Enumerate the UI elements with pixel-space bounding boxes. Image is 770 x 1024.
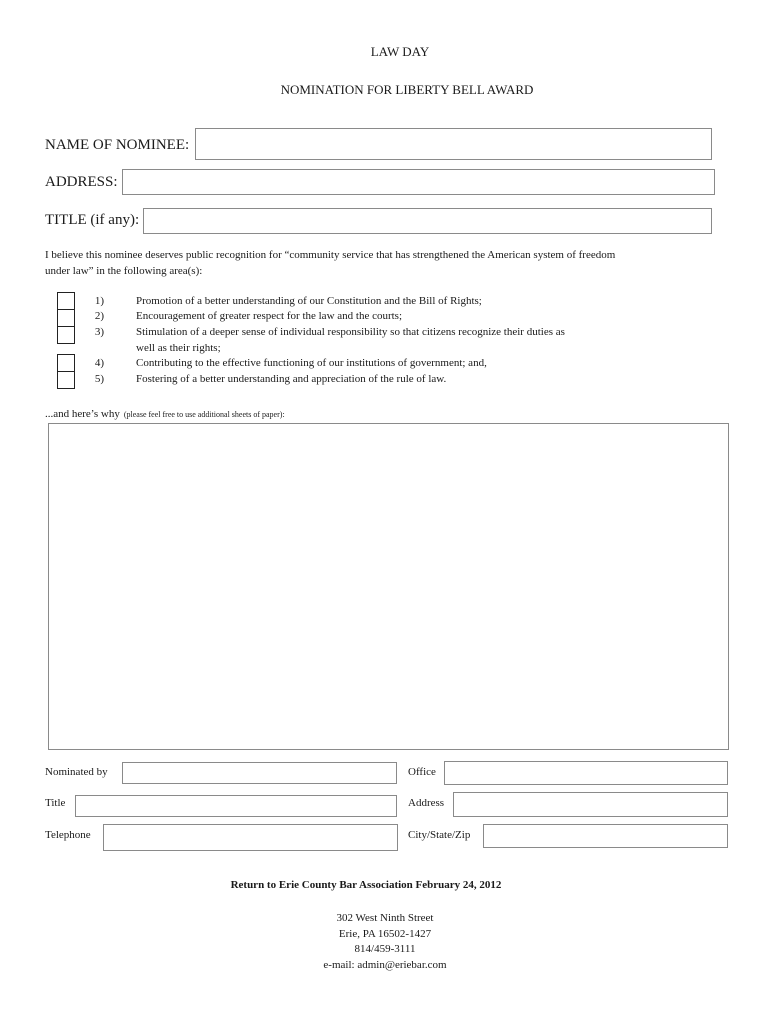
- nominee-address-input[interactable]: [123, 170, 714, 194]
- nominated-by-input[interactable]: [123, 763, 396, 783]
- nominee-address-field[interactable]: [122, 169, 715, 195]
- why-label: ...and here’s why: [45, 408, 120, 420]
- nominee-title-input[interactable]: [144, 209, 711, 233]
- nominator-address-label: Address: [408, 797, 445, 809]
- nominator-title-input[interactable]: [76, 796, 396, 816]
- nominee-address-label: ADDRESS:: [45, 174, 118, 190]
- nominator-title-field[interactable]: [75, 795, 397, 817]
- intro-line-2: under law” in the following area(s):: [45, 265, 203, 277]
- city-state-zip-label: City/State/Zip: [408, 829, 471, 841]
- nominee-name-field[interactable]: [195, 128, 712, 160]
- telephone-input[interactable]: [104, 825, 397, 850]
- area-1-text: Promotion of a better understanding of our Constitution and the Bill of Rights;: [136, 295, 482, 307]
- why-note: (please feel free to use additional sheets of paper):: [123, 410, 285, 419]
- area-2-checkbox[interactable]: [57, 309, 75, 327]
- area-4-number: 4): [94, 357, 104, 369]
- office-field[interactable]: [444, 761, 728, 785]
- telephone-label: Telephone: [45, 829, 91, 841]
- city-state-zip-input[interactable]: [484, 825, 727, 847]
- nominated-by-label: Nominated by: [45, 766, 108, 778]
- nominee-title-label: TITLE (if any):: [45, 212, 140, 228]
- area-3-number: 3): [94, 326, 104, 338]
- nominated-by-field[interactable]: [122, 762, 397, 784]
- area-4-checkbox[interactable]: [57, 354, 75, 372]
- area-5-number: 5): [94, 373, 104, 385]
- footer-city: Erie, PA 16502-1427: [338, 928, 432, 940]
- area-2-number: 2): [94, 310, 104, 322]
- area-1-number: 1): [94, 295, 104, 307]
- intro-line-1: I believe this nominee deserves public recognition for “community service that has strengthened the American system of freedom: [45, 249, 616, 261]
- footer-email: e-mail: admin@eriebar.com: [323, 959, 447, 971]
- area-2-text: Encouragement of greater respect for the law and the courts;: [136, 310, 403, 322]
- city-state-zip-field[interactable]: [483, 824, 728, 848]
- why-textarea[interactable]: [49, 424, 728, 749]
- nominee-name-label: NAME OF NOMINEE:: [45, 137, 190, 153]
- area-3-text: Stimulation of a deeper sense of individual responsibility so that citizens recognize their duties as: [136, 326, 565, 338]
- area-3-text-continued: well as their rights;: [136, 342, 221, 354]
- area-5-checkbox[interactable]: [57, 371, 75, 389]
- area-4-text: Contributing to the effective functioning of our institutions of government; and,: [136, 357, 487, 369]
- area-1-checkbox[interactable]: [57, 292, 75, 310]
- nominee-title-field[interactable]: [143, 208, 712, 234]
- why-heading: [45, 404, 285, 422]
- form-title: LAW DAY: [370, 44, 430, 59]
- nominator-address-input[interactable]: [454, 793, 727, 816]
- telephone-field[interactable]: [103, 824, 398, 851]
- area-3-checkbox[interactable]: [57, 326, 75, 344]
- footer-phone: 814/459-3111: [354, 943, 416, 955]
- office-label: Office: [408, 766, 436, 778]
- office-input[interactable]: [445, 762, 727, 784]
- why-textarea-field[interactable]: [48, 423, 729, 750]
- area-5-text: Fostering of a better understanding and appreciation of the rule of law.: [136, 373, 447, 385]
- nominee-name-input[interactable]: [196, 129, 711, 159]
- return-instructions: Return to Erie County Bar Association February 24, 2012: [230, 879, 502, 891]
- nominator-address-field[interactable]: [453, 792, 728, 817]
- footer-street: 302 West Ninth Street: [336, 912, 434, 924]
- form-subtitle: NOMINATION FOR LIBERTY BELL AWARD: [280, 82, 534, 97]
- nominator-title-label: Title: [45, 797, 66, 809]
